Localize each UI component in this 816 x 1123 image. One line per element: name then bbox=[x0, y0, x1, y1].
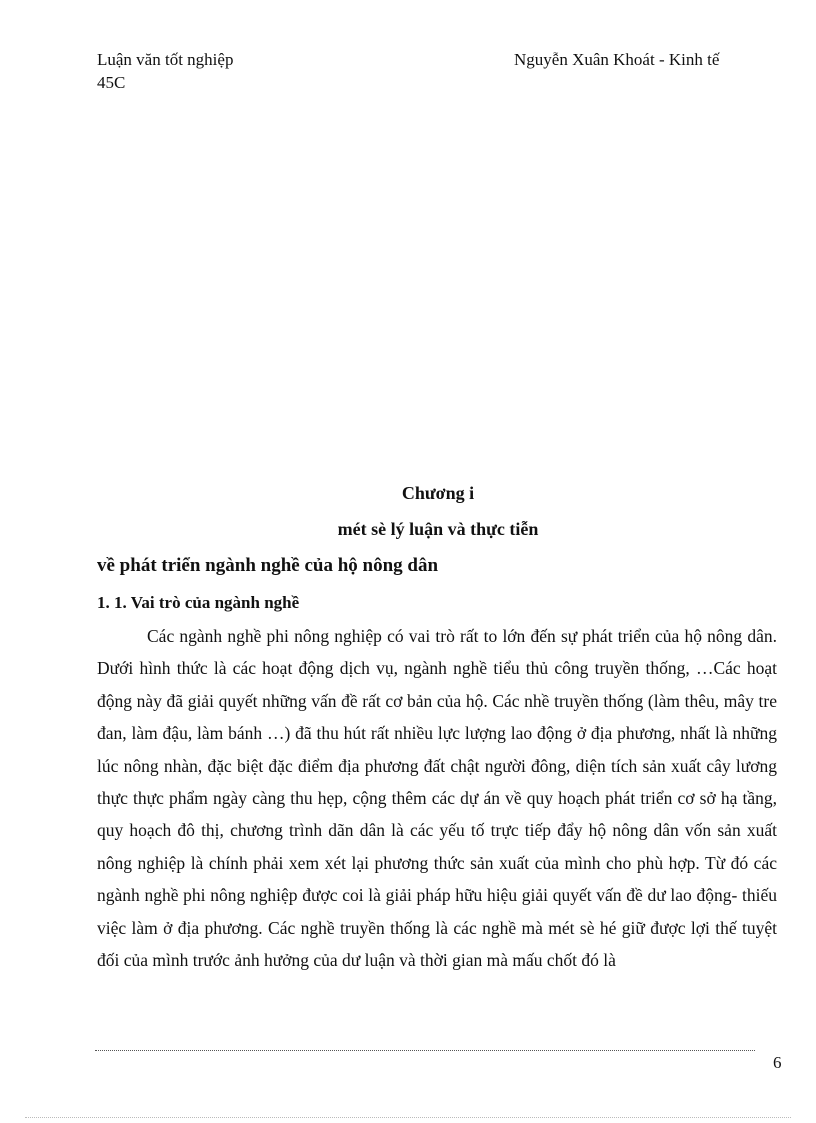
header-right-continuation: 45C bbox=[97, 73, 126, 92]
chapter-subtitle: mét sè lý luận và thực tiễn bbox=[337, 519, 539, 539]
page-number: 6 bbox=[773, 1053, 782, 1072]
section-heading: 1. 1. Vai trò của ngành nghề bbox=[97, 593, 300, 612]
chapter-title: Chương i bbox=[401, 483, 475, 503]
page-bottom-divider bbox=[25, 1117, 791, 1118]
footer-divider bbox=[95, 1050, 755, 1051]
header-left: Luận văn tốt nghiệp bbox=[97, 50, 234, 69]
body-paragraph: Các ngành nghề phi nông nghiệp có vai trò rất to lớn đến sự phát triển của hộ nông dân. Dưới hình thức là các hoạt động dịch vụ, ngành nghề tiểu thủ công truyền thống, …Các hoạt động này đã giải quyết những vấn đề rất cơ bản của hộ. Các nhề truyền thống (làm thêu, mây tre đan, làm đậu, làm bánh …) đã thu hút rất nhiều lực lượng lao động ở địa phương, nhất là những lúc nông nhàn, đặc biệt đặc điểm địa phương đất chật người đông, diện tích sản xuất cây lương thực thực phẩm ngày càng thu hẹp, cộng thêm các dự án về quy hoạch phát triển cơ sở hạ tầng, quy hoạch đô thị, chương trình dãn dân là các yếu tố trực tiếp đẩy hộ nông dân vốn sản xuất nông nghiệp là chính phải xem xét lại phương thức sản xuất của mình cho phù hợp. Từ đó các ngành nghề phi nông nghiệp được coi là giải pháp hữu hiệu giải quyết vấn đề dư lao động- thiếu việc làm ở địa phương. Các nghề truyền thống là các nghề mà mét sè hé giữ được lợi thế tuyệt đối của mình trước ảnh hưởng của dư luận và thời gian mà mấu chốt đó là bbox=[97, 626, 777, 971]
chapter-subtitle-2: về phát triển ngành nghề của hộ nông dân bbox=[97, 555, 439, 576]
header-right: Nguyễn Xuân Khoát - Kinh tế bbox=[514, 50, 720, 69]
